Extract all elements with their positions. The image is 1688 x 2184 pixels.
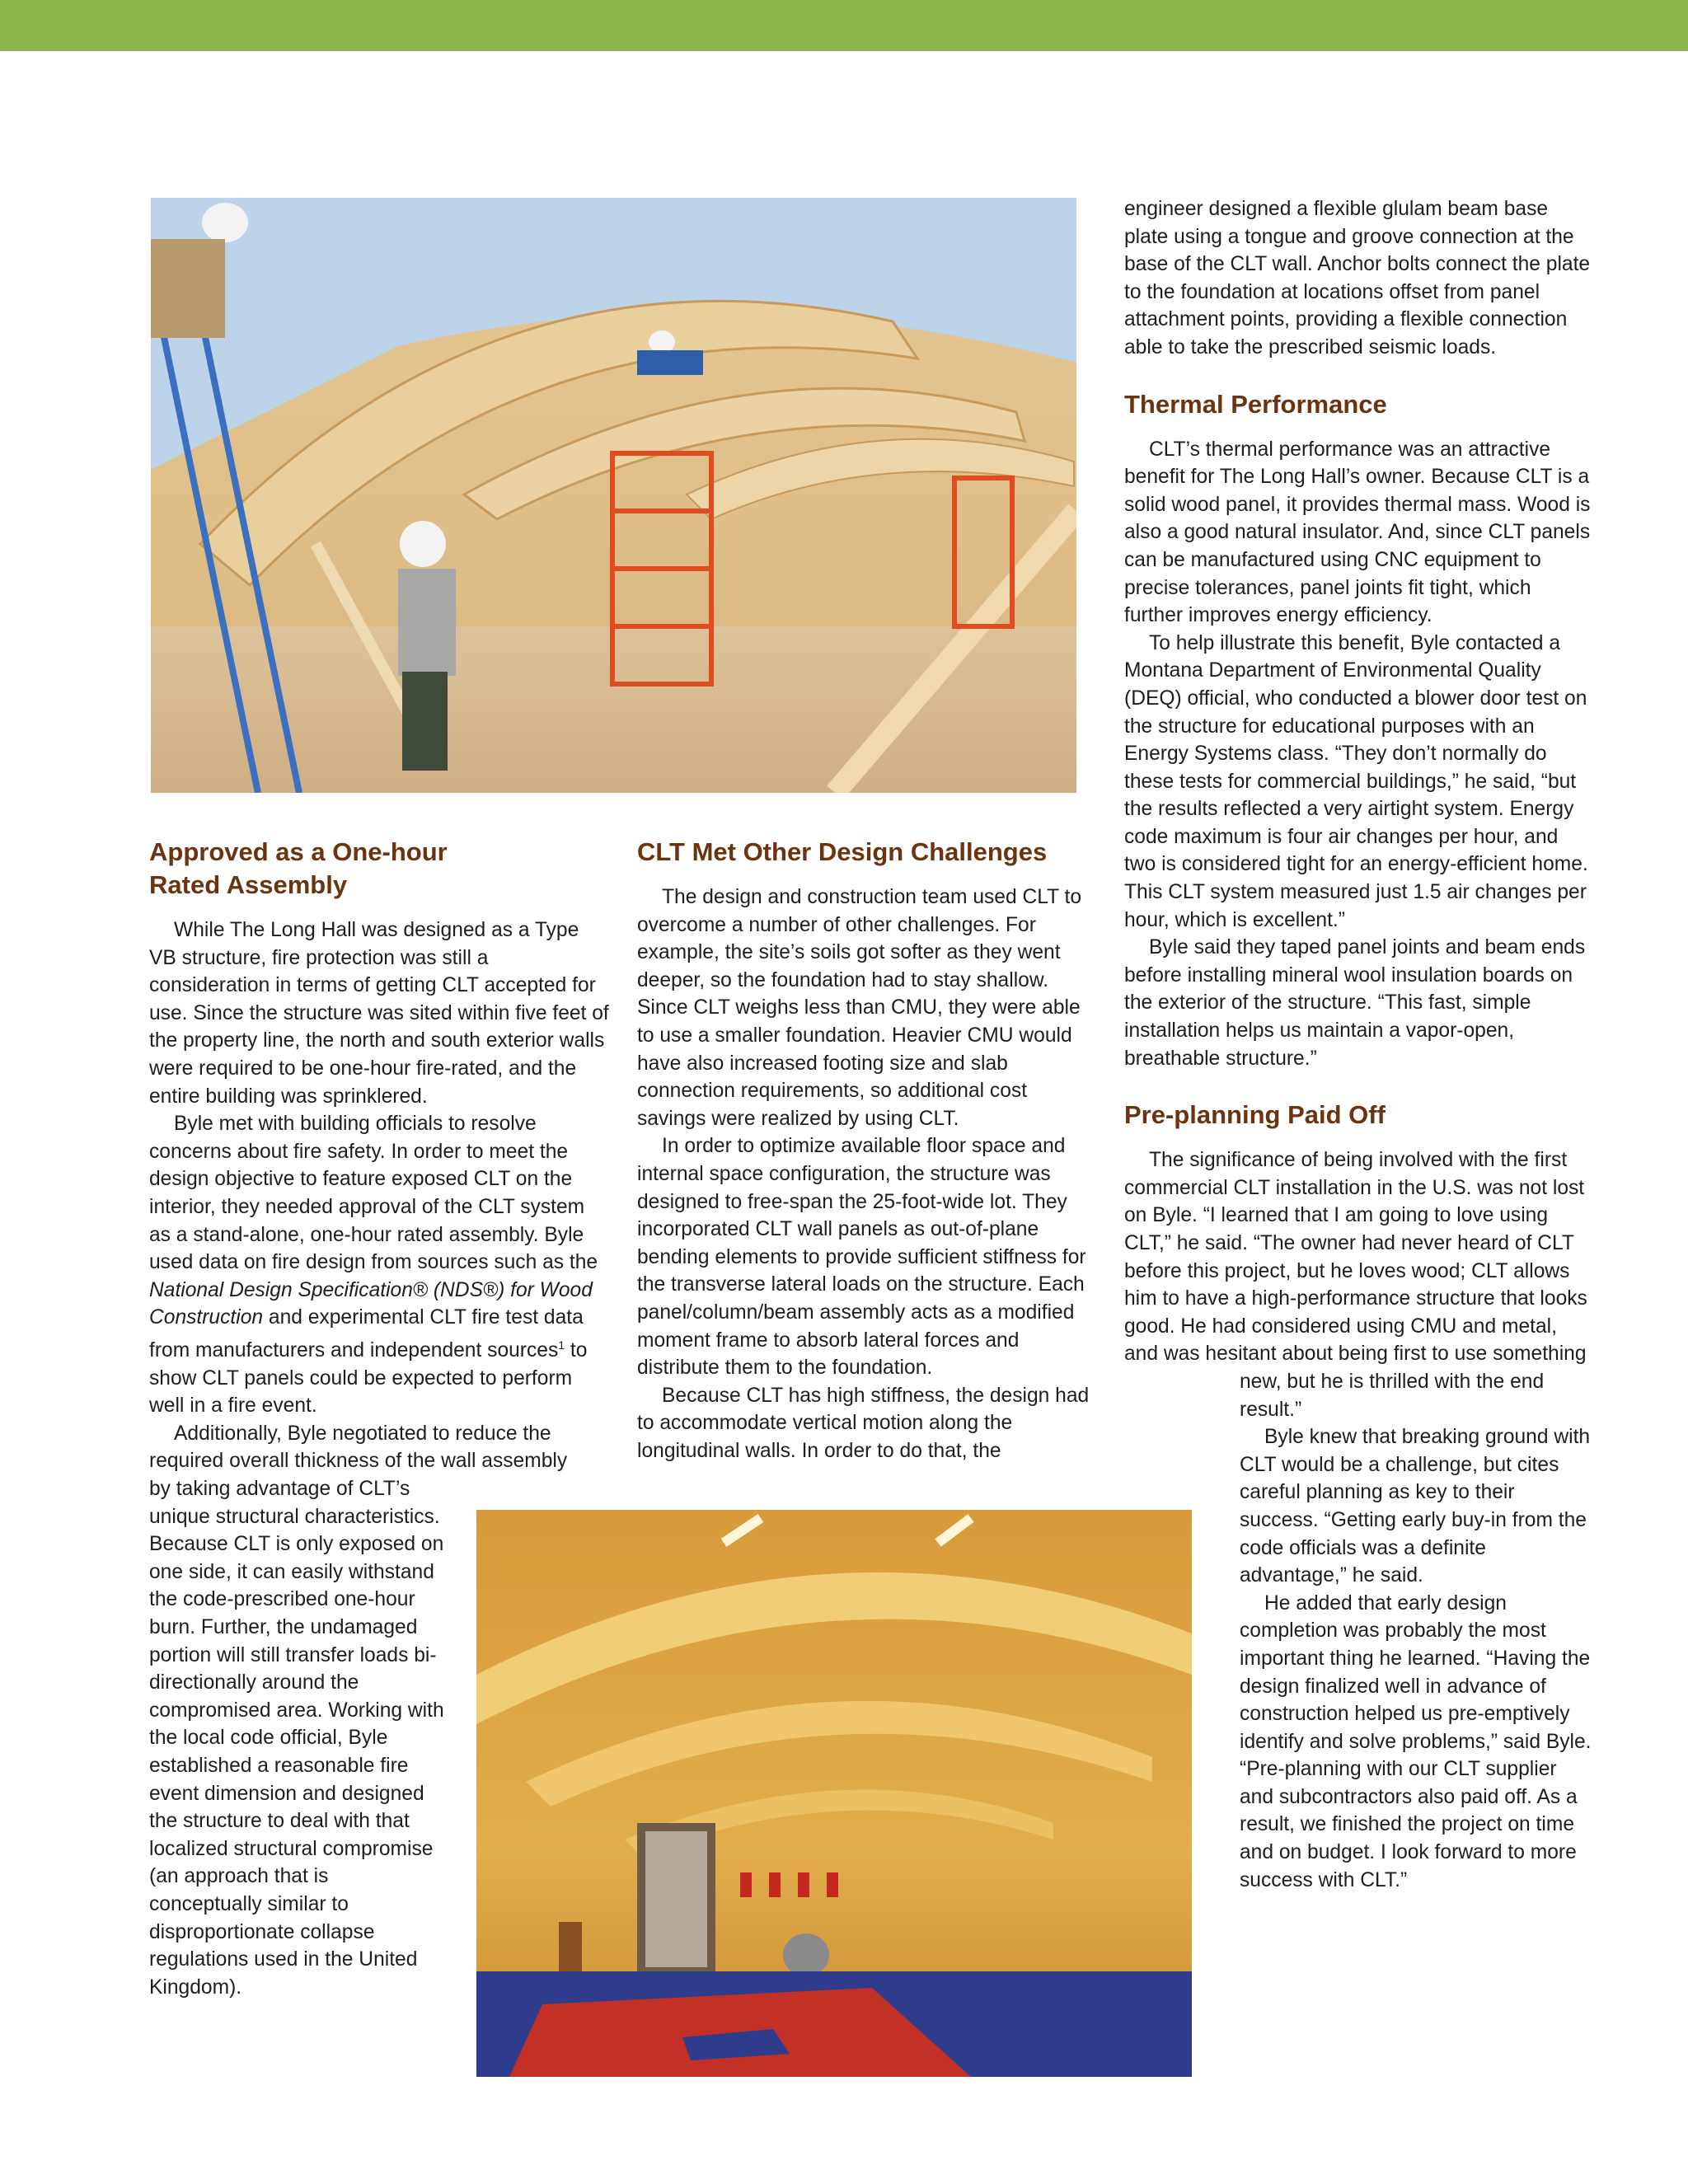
text-run: Byle met with building officials to resolve concerns about fire safety. In order to meet the design objective to feature exposed CLT on the interior, they needed approval of the CLT system as a stand-alone, one-hour rated assembly. Byle used data on fire design from sources such as the [149, 1113, 598, 1274]
paragraph: In order to optimize available floor space and internal space configuration, the structure was designed to free-span the 25-foot-wide lot. They incorporated CLT wall panels as out-of-plane bending elements to provide sufficient stiffness for the transverse lateral loads on the structure. Each panel/column/beam assembly acts as a modified moment frame to absorb lateral forces and distribute them to the foundation. [637, 1135, 1086, 1380]
inset-text-block [1240, 1368, 1594, 1894]
paragraph: Because CLT has high stiffness, the design had to accommodate vertical motion along the longitudinal walls. In order to do that, the [637, 1384, 1090, 1462]
paragraph [149, 1110, 611, 1420]
paragraph: The design and construction team used CLT to overcome a number of other challenges. For example, the site’s soils got softer as they went deeper, so the foundation had to stay shallow. Since CLT weighs less than CMU, they were able to use a smaller foundation. Heavier CMU would have also increased footing size and slab connection requirements, so additional cost savings were realized by using CLT. [637, 886, 1082, 1130]
paragraph: The significance of being involved with the first commercial CLT installation in the U.S. was not lost on Byle. “I learned that I am going to love using CLT,” he said. “The owner had never heard of CLT before this project, but he loves wood; CLT allows him to have a high-performance structure that looks good. He had considered using CMU and metal, and was hesitant about being first to use something [1124, 1149, 1587, 1366]
section-heading-preplanning: Pre-planning Paid Off [1124, 1100, 1386, 1130]
section-heading-one-hour [149, 836, 611, 902]
paragraph: While The Long Hall was designed as a Type VB structure, fire protection was still a consideration in terms of getting CLT accepted for use. Since the structure was sited within five feet of the property line, the north and south exterior walls were required to be one-hour fire-rated, and the entire building was sprinklered. [149, 919, 609, 1108]
construction-photo [151, 198, 1076, 793]
text-run: to show CLT panels could be expected to perform well in a fire event. [149, 1339, 588, 1418]
paragraph: Byle knew that breaking ground with CLT would be a challenge, but cites careful planning as key to their success. “Getting early buy-in from the code officials was a definite advantage,” he said. [1240, 1426, 1591, 1587]
text-run: and experimental CLT fire test data from manufacturers and independent sources [149, 1306, 584, 1362]
section-heading-design-challenges: CLT Met Other Design Challenges [637, 837, 1048, 866]
paragraph: He added that early design completion was probably the most important thing he learned. “Having the design finalized well in advance of construction helped us pre-emptively identify and solve problems,” said Byle. “Pre-planning with our CLT supplier and subcontractors also paid off. As a result, we finished the project on time and on budget. I look forward to more success with CLT.” [1240, 1591, 1592, 1891]
interior-photo [476, 1510, 1192, 2077]
paragraph: engineer designed a flexible glulam beam base plate using a tongue and groove connection at the base of the CLT wall. Anchor bolts connect the plate to the foundation at locations offset from panel attachment points, providing a flexible connection able to take the prescribed seismic loads. [1124, 198, 1591, 359]
section-heading-thermal: Thermal Performance [1124, 389, 1387, 419]
footnote-mark: 1 [558, 1338, 565, 1352]
paragraph: To help illustrate this benefit, Byle contacted a Montana Department of Environmental Quality (DEQ) official, who conducted a blower door test on the structure for educational purposes with an Energy Systems class. “They don’t normally do these tests for commercial buildings,” he said, “but the results reflected a very airtight system. Energy code maximum is four air changes per hour, and two is considered tight for an energy-efficient home. This CLT system measured just 1.5 air changes per hour, which is excellent.” [1124, 631, 1588, 931]
top-color-band [0, 0, 1688, 51]
column-3 [1124, 195, 1594, 1894]
column-2 [637, 836, 1090, 1465]
paragraph: new, but he is thrilled with the end result.” [1240, 1370, 1545, 1421]
paragraph-wrapped: by taking advantage of CLT’s unique structural characteristics. Because CLT is only exposed on one side, it can easily withstand the code-prescribed one-hour burn. Further, the undamaged portion will still transfer loads bi-directionally around the compromised area. Working with the local code official, Byle established a reasonable fire event dimension and designed the structure to deal with that localized structural compromise (an approach that is conceptually similar to disproportionate collapse regulations used in the United Kingdom). [149, 1478, 444, 1999]
heading-line-1: Approved as a One-hour [149, 837, 448, 866]
paragraph: CLT’s thermal performance was an attractive benefit for The Long Hall’s owner. Because CLT is a solid wood panel, it provides thermal mass. Wood is also a good natural insulator. And, since CLT panels can be manufactured using CNC equipment to precise tolerances, panel joints fit tight, which further improves energy efficiency. [1124, 438, 1591, 627]
italic-title: National Design Specification® (NDS®) for Wood Construction [149, 1278, 593, 1329]
paragraph: Byle said they taped panel joints and beam ends before installing mineral wool insulation boards on the exterior of the structure. “This fast, simple installation helps us maintain a vapor-open, breathable structure.” [1124, 936, 1586, 1070]
heading-line-2: Rated Assembly [149, 870, 348, 899]
paragraph: Additionally, Byle negotiated to reduce the required overall thickness of the wall assembly [149, 1422, 568, 1473]
